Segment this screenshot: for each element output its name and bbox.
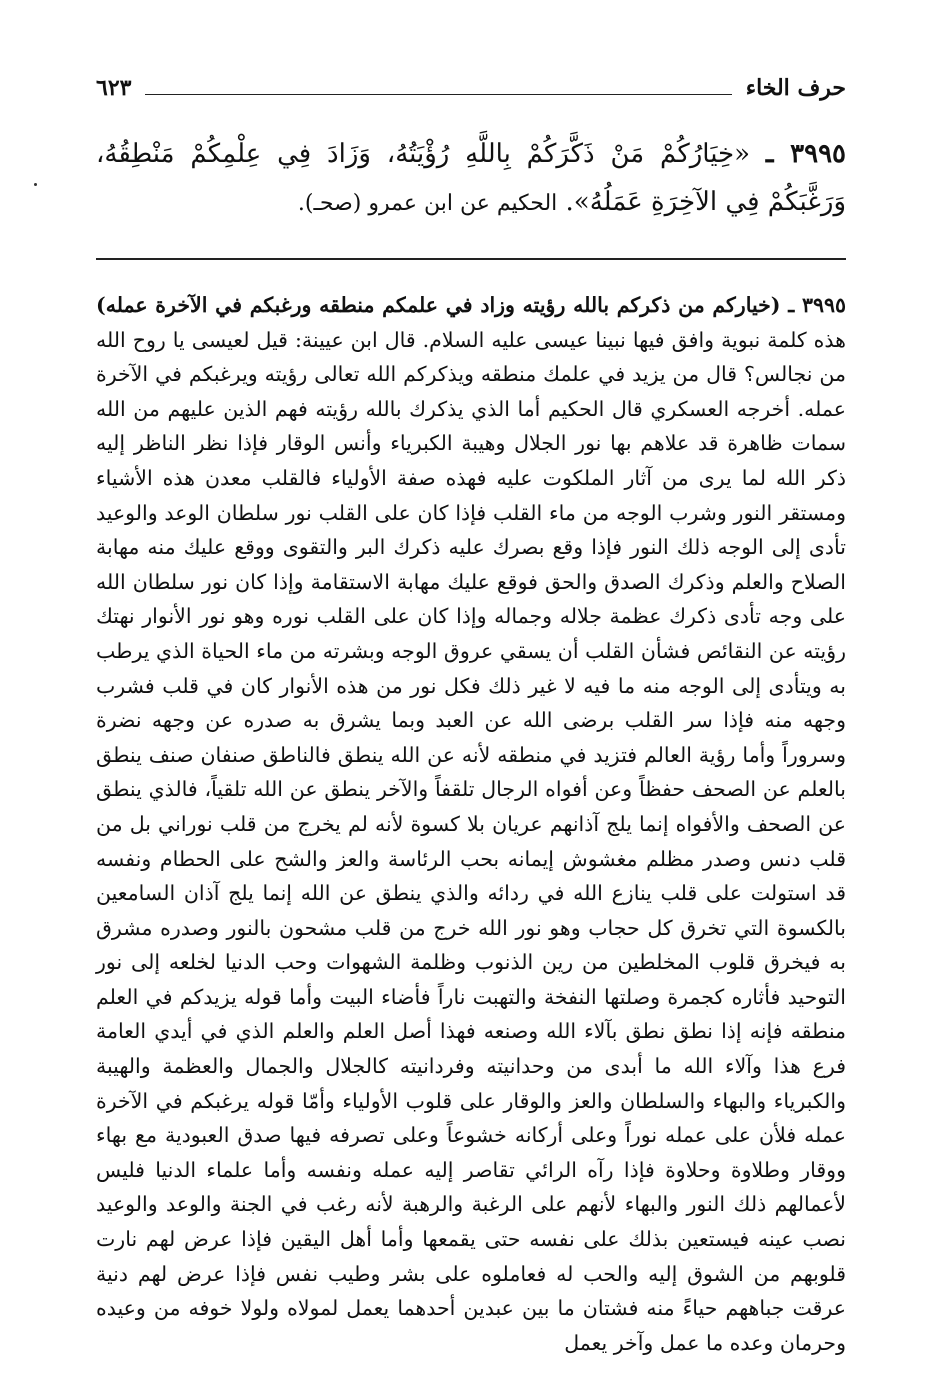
chapter-title: حرف الخاء: [745, 75, 846, 101]
section-divider: [96, 258, 846, 260]
page-number: ٦٢٣: [96, 75, 132, 101]
commentary-lead: ٣٩٩٥ ـ (خياركم من ذكركم بالله رؤيته وزاد في علمكم منطقه ورغبكم في الآخرة عمله): [96, 293, 846, 317]
commentary-block: [96, 288, 846, 1360]
hadith-text: «خِيَارُكُمْ مَنْ ذَكَّرَكُمْ بِاللَّهِ رُؤْيَتُهُ، وَزَادَ فِي عِلْمِكُمْ مَنْطِقُهُ، وَرَغَّبَكُمْ فِي الآخِرَةِ عَمَلُهُ».: [96, 139, 846, 217]
header-rule: [145, 94, 731, 95]
commentary-body: هذه كلمة نبوية وافق فيها نبينا عيسى عليه السلام. قال ابن عيينة: قيل لعيسى يا روح الله من نجالس؟ قال من يزيد في علمك منطقه ويذكركم الله تعالى رؤيته ويرغبكم في الآخرة عمله. أخرجه العسكري قال الحكيم أما الذي يذكرك بالله رؤيته فهم الذين عليهم من الله سمات ظاهرة قد علاهم بها نور الجلال وهيبة الكبرياء وأنس الوقار فإذا نظر الناظر إليه ذكر الله لما يرى من آثار الملكوت عليه فهذه صفة الأولياء فالقلب معدن هذه الأشياء ومستقر النور وشرب الوجه من ماء القلب فإذا كان على القلب نور سلطان الوعد والوعيد تأدى إلى الوجه ذلك النور فإذا وقع بصرك عليه ذكرك البر والتقوى ووقع عليك منه مهابة الصلاح والعلم وذكرك الصدق والحق فوقع عليك مهابة الاستقامة وإذا كان نور سلطان الله على وجه تأدى ذكرك عظمة جلاله وجماله وإذا كان على القلب نوره وهو نور الأنوار نهتك رؤيته عن النقائص فشأن القلب أن يسقي عروق الوجه وبشرته من ماء الحياة الذي يرطب به ويتأدى إلى الوجه منه ما فيه لا غير ذلك فكل نور من هذه الأنوار كان في قلب فشرب وجهه منه فإذا سر القلب برضى الله عن العبد وبما يشرق به صدره عن وجهه نضرة وسروراً وأما رؤية العالم فتزيد في منطقه لأنه عن الله ينطق فالناطق صنفان صنف ينطق بالعلم عن الصحف حفظاً وعن أفواه الرجال تلقفاً والآخر ينطق عن الله تلقياً، فالذي ينطق عن الصحف والأفواه إنما يلج آذانهم عريان بلا كسوة لأنه لم يخرج من قلب نوراني بل من قلب دنس وصدر مظلم مغشوش إيمانه بحب الرئاسة والعز والشح على الحطام ونفسه قد استولت على قلب ينازع الله في ردائه والذي ينطق عن الله إنما يلج آذان السامعين بالكسوة التي تخرق كل حجاب وهو نور الله خرج من قلب مشحون بالنور وصدره مشرق به فيخرق قلوب المخلطين من رين الذنوب وظلمة الشهوات وحب الدنيا لخلعه إلى نور التوحيد فأثاره كجمرة وصلتها النفخة والتهبت ناراً فأضاء البيت وأما قوله يزيدكم في العلم منطقه فإنه إذا نطق نطق بآلاء الله وصنعه فهذا أصل العلم والعلم الذي في أيدي العامة فرع هذا وآلاء الله ما أبدى من وحدانيته وفردانيته كالجلال والجمال والعظمة والهيبة والكبرياء والبهاء والسلطان والعز والوقار على قلوب الأولياء وأمّا قوله يرغبكم في الآخرة عمله فلأن على عمله نوراً وعلى أركانه خشوعاً وعلى تصرفه فيها صدق العبودية مع بهاء ووقار وطلاوة وحلاوة فإذا رآه الرائي تقاصر إليه عمله ونفسه وأما علماء الدنيا فليس لأعمالهم ذلك النور والبهاء لأنهم على الرغبة والرهبة لأنه رغب في الجنة والوعد والوعيد نصب عينه فيستعين بذلك على نفسه حتى يقمعها وأما أهل اليقين فإذا عرض لهم نارت قلوبهم من الشوق إليه والحب له فعاملوه على بشر وطيب نفس فإذا عرض لهم دنية عرقت جباههم حياءً منه فشتان ما بين عبدين أحدهما يعمل لمولاه ولولا خوفه من وعيده وحرمان وعده ما عمل وآخر يعمل: [96, 327, 846, 1355]
hadith-number: ٣٩٩٥ ـ: [765, 139, 847, 169]
hadith-text-block: [96, 130, 846, 228]
hadith-source: الحكيم عن ابن عمرو (صحـ).: [297, 191, 558, 216]
page-header: [96, 70, 846, 106]
scan-speck: [34, 183, 37, 186]
